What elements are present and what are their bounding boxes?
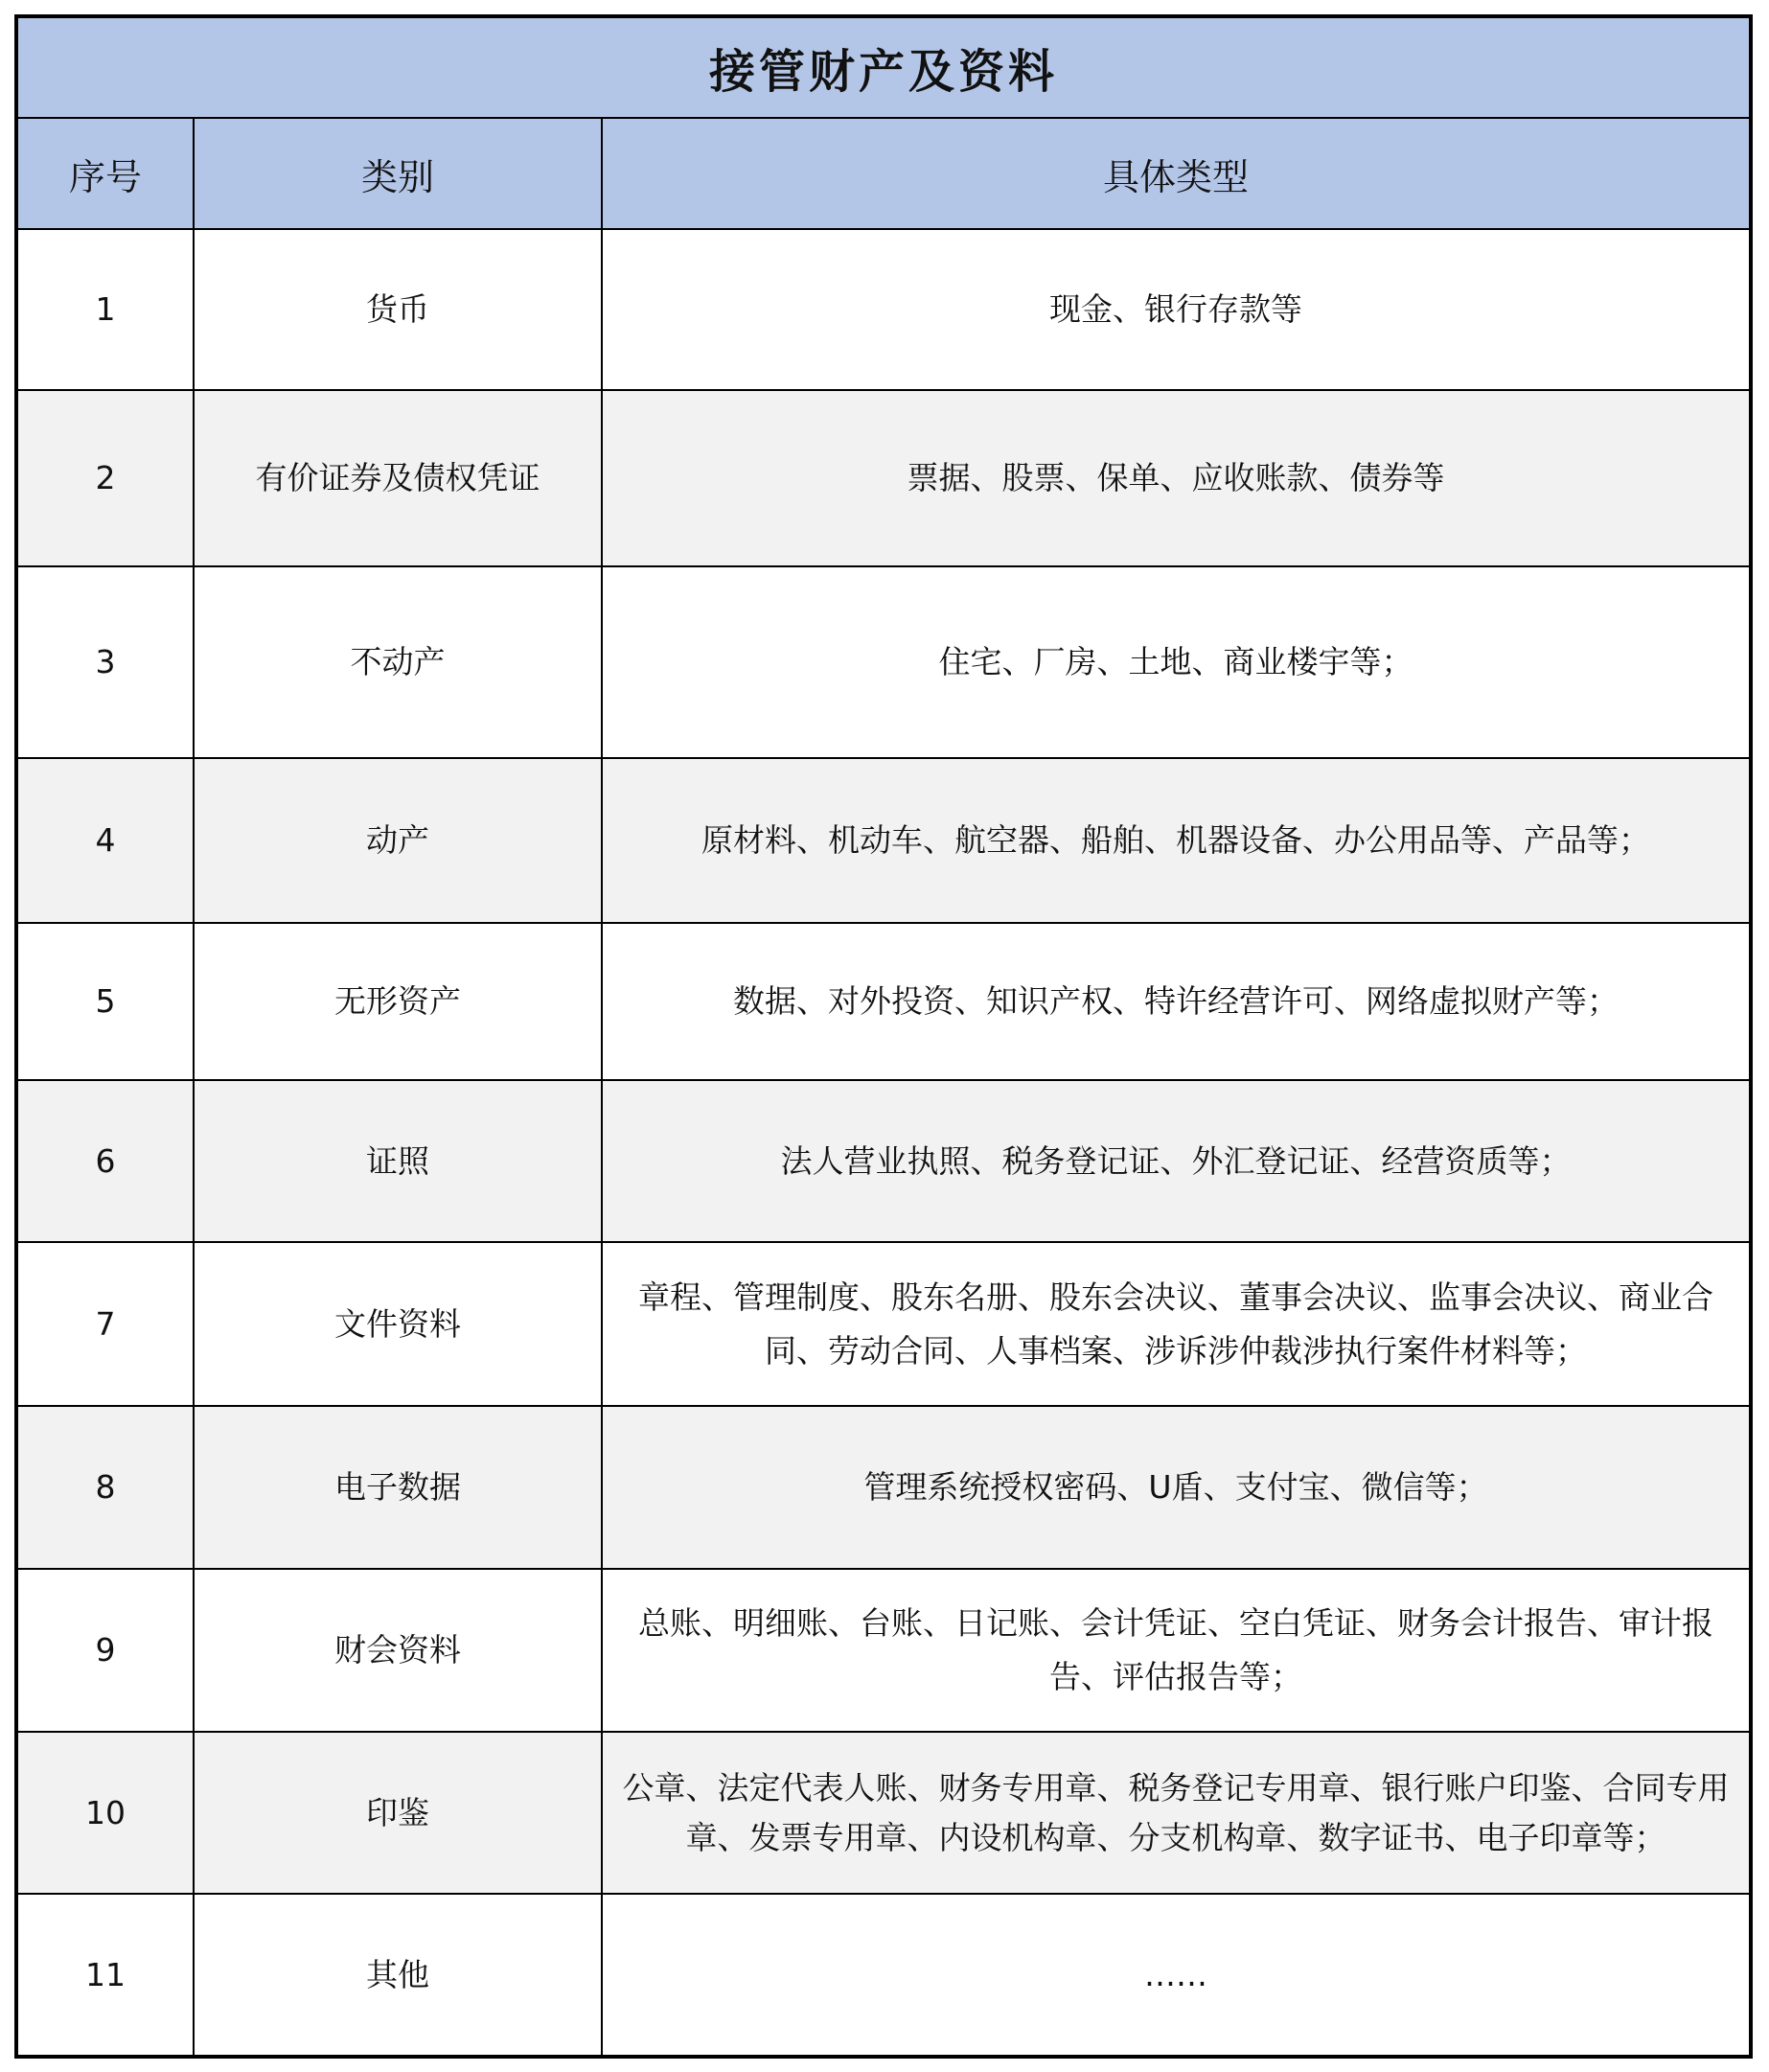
cell-no: 9	[16, 1569, 194, 1732]
cell-category: 动产	[194, 758, 602, 923]
cell-no: 2	[16, 390, 194, 566]
cell-no: 10	[16, 1732, 194, 1894]
column-header-row	[16, 118, 1751, 229]
cell-type: 票据、股票、保单、应收账款、债券等	[602, 390, 1751, 566]
table-row	[16, 758, 1751, 923]
cell-type: 数据、对外投资、知识产权、特许经营许可、网络虚拟财产等；	[602, 923, 1751, 1080]
cell-type: 章程、管理制度、股东名册、股东会决议、董事会决议、监事会决议、商业合同、劳动合同、人事档案、涉诉涉仲裁涉执行案件材料等；	[602, 1242, 1751, 1406]
cell-category: 文件资料	[194, 1242, 602, 1406]
table-row	[16, 1894, 1751, 2057]
cell-no: 11	[16, 1894, 194, 2057]
cell-type: 公章、法定代表人账、财务专用章、税务登记专用章、银行账户印鉴、合同专用章、发票专用章、内设机构章、分支机构章、数字证书、电子印章等；	[602, 1732, 1751, 1894]
cell-category: 不动产	[194, 566, 602, 758]
cell-no: 3	[16, 566, 194, 758]
table-row	[16, 229, 1751, 390]
cell-category: 财会资料	[194, 1569, 602, 1732]
cell-no: 8	[16, 1406, 194, 1569]
cell-type: 法人营业执照、税务登记证、外汇登记证、经营资质等；	[602, 1080, 1751, 1242]
cell-category: 电子数据	[194, 1406, 602, 1569]
cell-category: 印鉴	[194, 1732, 602, 1894]
table-row	[16, 1569, 1751, 1732]
cell-type: 原材料、机动车、航空器、船舶、机器设备、办公用品等、产品等；	[602, 758, 1751, 923]
column-header-category: 类别	[194, 118, 602, 229]
assets-table	[14, 14, 1753, 2059]
cell-no: 1	[16, 229, 194, 390]
cell-no: 6	[16, 1080, 194, 1242]
cell-category: 无形资产	[194, 923, 602, 1080]
table-row	[16, 390, 1751, 566]
column-header-type: 具体类型	[602, 118, 1751, 229]
title-row	[16, 16, 1751, 118]
cell-type: 住宅、厂房、土地、商业楼宇等；	[602, 566, 1751, 758]
table-row	[16, 566, 1751, 758]
table-row	[16, 1732, 1751, 1894]
cell-no: 4	[16, 758, 194, 923]
cell-no: 5	[16, 923, 194, 1080]
cell-type: ……	[602, 1894, 1751, 2057]
table-row	[16, 923, 1751, 1080]
cell-category: 证照	[194, 1080, 602, 1242]
table-row	[16, 1242, 1751, 1406]
table-title: 接管财产及资料	[16, 16, 1751, 118]
cell-category: 有价证券及债权凭证	[194, 390, 602, 566]
column-header-no: 序号	[16, 118, 194, 229]
cell-no: 7	[16, 1242, 194, 1406]
cell-category: 其他	[194, 1894, 602, 2057]
cell-type: 管理系统授权密码、U盾、支付宝、微信等；	[602, 1406, 1751, 1569]
cell-type: 总账、明细账、台账、日记账、会计凭证、空白凭证、财务会计报告、审计报告、评估报告等；	[602, 1569, 1751, 1732]
table-row	[16, 1406, 1751, 1569]
cell-type: 现金、银行存款等	[602, 229, 1751, 390]
table-row	[16, 1080, 1751, 1242]
cell-category: 货币	[194, 229, 602, 390]
